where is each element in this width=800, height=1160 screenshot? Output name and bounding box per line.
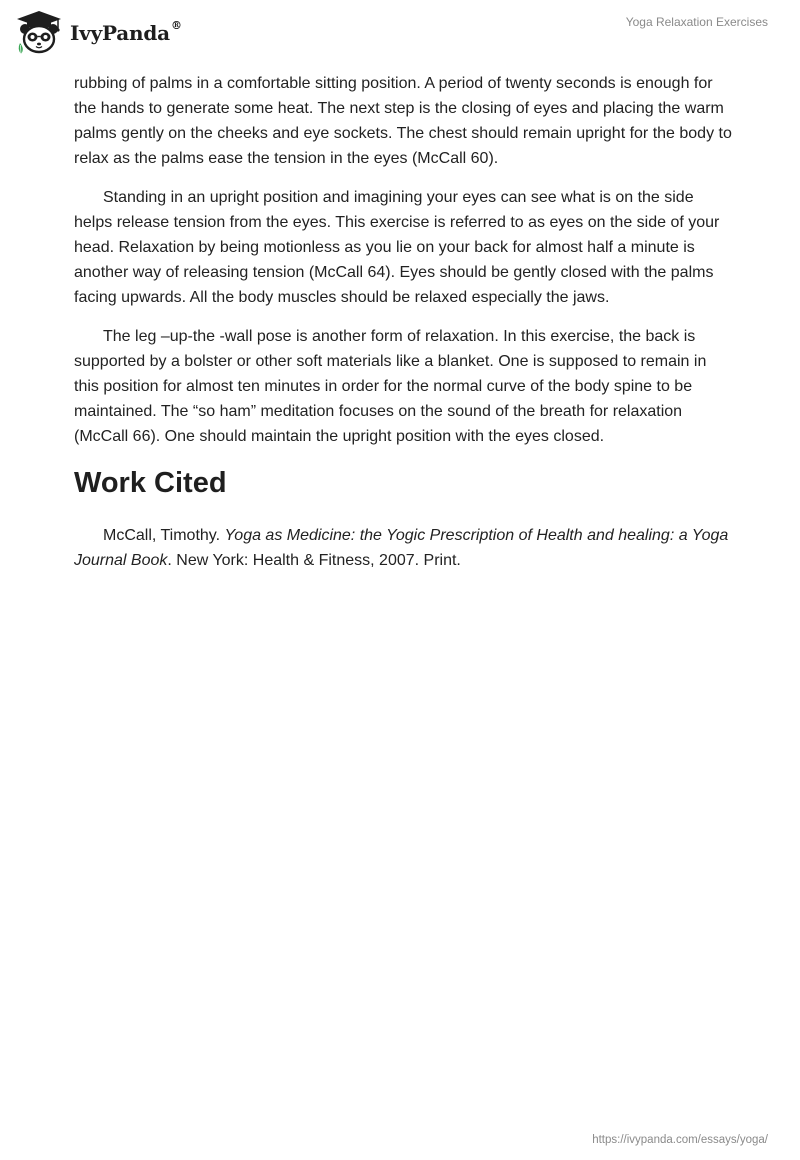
paragraph-3: The leg –up-the -wall pose is another form of relaxation. In this exercise, the back is supported by a bolster or other soft materials like a blanket. One is supposed to remain in this position for almost ten minutes in order for the normal curve of the body spine to be maintained. The “so ham” meditation focuses on the sound of the breath for relaxation (McCall 66). One should maintain the upright position with the eyes closed. — [74, 328, 707, 445]
document-title: Yoga Relaxation Exercises — [625, 15, 768, 29]
page-header — [0, 0, 800, 62]
paragraph-2: Standing in an upright position and imagining your eyes can see what is on the side helps release tension from the eyes. This exercise is referred to as eyes on the side of your head. Relaxation by being motionless as you lie on your back for almost half a minute is another way of releasing tension (McCall 64). Eyes should be gently closed with the palms facing upwards. All the body muscles should be relaxed especially the jaws. — [74, 189, 720, 306]
citation-author: McCall, Timothy. — [103, 527, 225, 544]
source-url-link[interactable]: https://ivypanda.com/essays/yoga/ — [592, 1134, 768, 1146]
citation-entry — [74, 523, 734, 573]
ivypanda-logo[interactable] — [14, 8, 182, 56]
essay-content — [74, 71, 734, 573]
citation-publication: . New York: Health & Fitness, 2007. Print. — [167, 552, 461, 569]
brand-name: IvyPanda® — [70, 19, 182, 45]
works-cited-heading: Work Cited — [74, 467, 227, 499]
panda-logo-icon — [14, 9, 64, 55]
paragraph-1: rubbing of palms in a comfortable sitting position. A period of twenty seconds is enough for the hands to generate some heat. The next step is the closing of eyes and placing the warm palms gently on the cheeks and eye sockets. The chest should remain upright for the body to relax as the palms ease the tension in the eyes (McCall 60). — [74, 75, 732, 167]
registered-mark: ® — [170, 19, 182, 33]
citation-title: Yoga as Medicine: the Yogic Prescription of Health and healing: a Yoga Journal Book — [74, 527, 729, 569]
